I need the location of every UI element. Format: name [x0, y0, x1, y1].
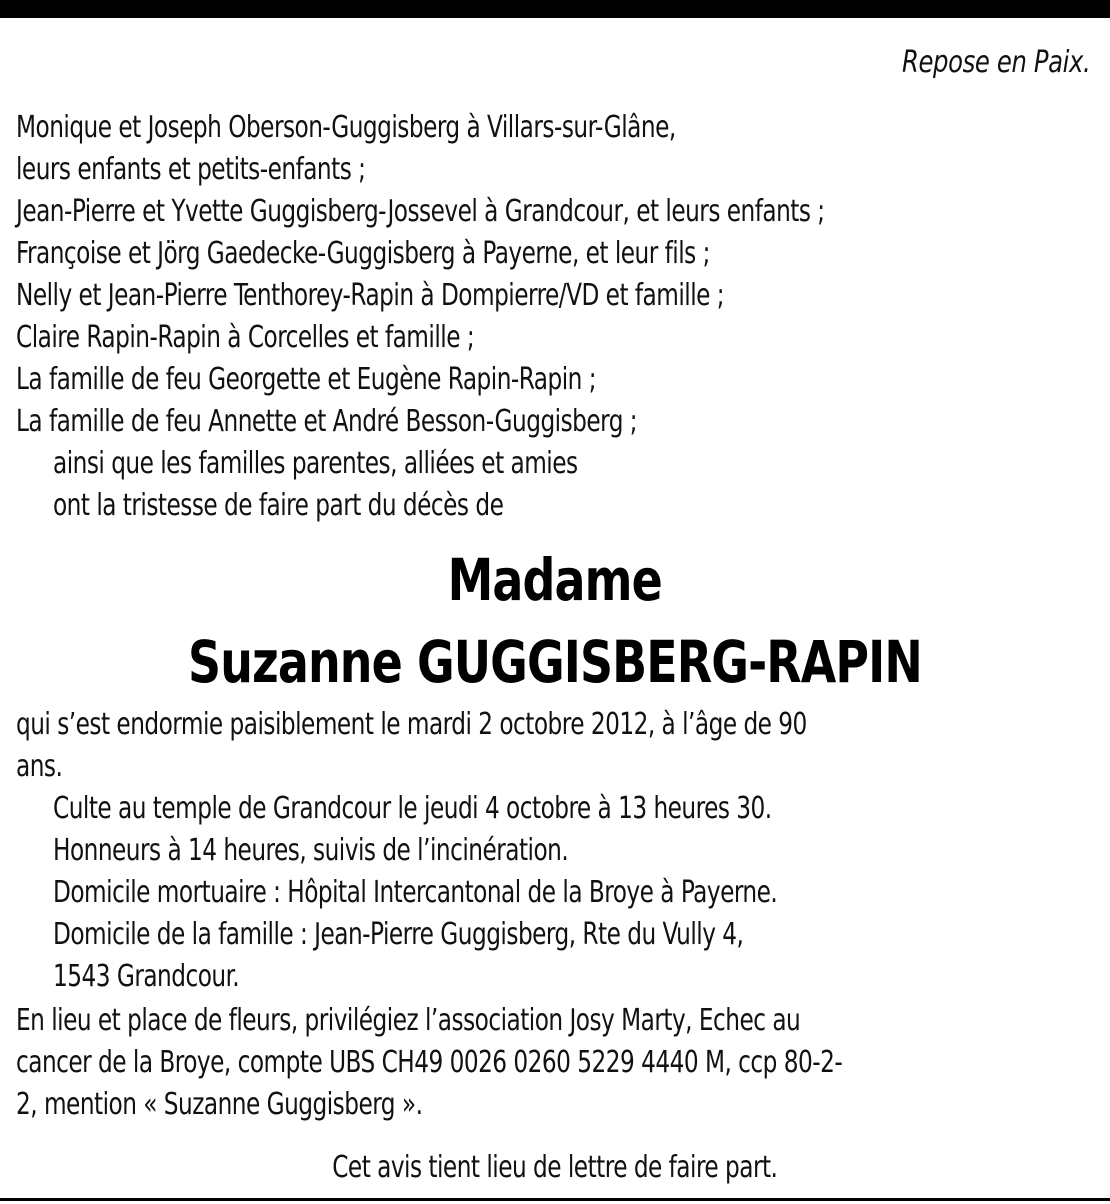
intro-line: ainsi que les familles parentes, alliées et amies [53, 446, 578, 481]
service-line: Honneurs à 14 heures, suivis de l’incinération. [53, 833, 569, 868]
family-line: La famille de feu Georgette et Eugène Rapin-Rapin ; [16, 362, 597, 397]
death-line: qui s’est endormie paisiblement le mardi 2 octobre 2012, à l’âge de 90 [16, 707, 807, 742]
intro-line: ont la tristesse de faire part du décès de [53, 488, 504, 523]
family-line: Claire Rapin-Rapin à Corcelles et famille ; [16, 320, 475, 355]
death-line: ans. [16, 749, 63, 784]
deceased-title-text: Madame [447, 546, 663, 614]
closing-note-text: Cet avis tient lieu de lettre de faire part. [332, 1150, 778, 1185]
closing-note [0, 1147, 1110, 1189]
donation-line: cancer de la Broye, compte UBS CH49 0026 0260 5229 4440 M, ccp 80-2- [16, 1045, 843, 1080]
bottom-rule [0, 1198, 1110, 1201]
motto: Repose en Paix. [901, 45, 1090, 80]
family-line: Nelly et Jean-Pierre Tenthorey-Rapin à Dompierre/VD et famille ; [16, 278, 725, 313]
family-line: Françoise et Jörg Gaedecke-Guggisberg à Payerne, et leur fils ; [16, 236, 710, 271]
donation-line: En lieu et place de fleurs, privilégiez l’association Josy Marty, Echec au [16, 1003, 801, 1038]
family-line: Monique et Joseph Oberson-Guggisberg à Villars-sur-Glâne, [16, 110, 676, 145]
top-rule [0, 0, 1110, 18]
deceased-name [0, 622, 1110, 702]
family-line: La famille de feu Annette et André Besson-Guggisberg ; [16, 404, 638, 439]
service-line: Domicile de la famille : Jean-Pierre Guggisberg, Rte du Vully 4, [53, 917, 744, 952]
service-line: Domicile mortuaire : Hôpital Intercantonal de la Broye à Payerne. [53, 875, 778, 910]
service-line: 1543 Grandcour. [53, 959, 240, 994]
family-line: Jean-Pierre et Yvette Guggisberg-Jossevel à Grandcour, et leurs enfants ; [16, 194, 825, 229]
deceased-title [0, 540, 1110, 620]
service-line: Culte au temple de Grandcour le jeudi 4 octobre à 13 heures 30. [53, 791, 772, 826]
deceased-name-text: Suzanne GUGGISBERG-RAPIN [188, 628, 922, 696]
family-line: leurs enfants et petits-enfants ; [16, 152, 366, 187]
donation-line: 2, mention « Suzanne Guggisberg ». [16, 1087, 423, 1122]
